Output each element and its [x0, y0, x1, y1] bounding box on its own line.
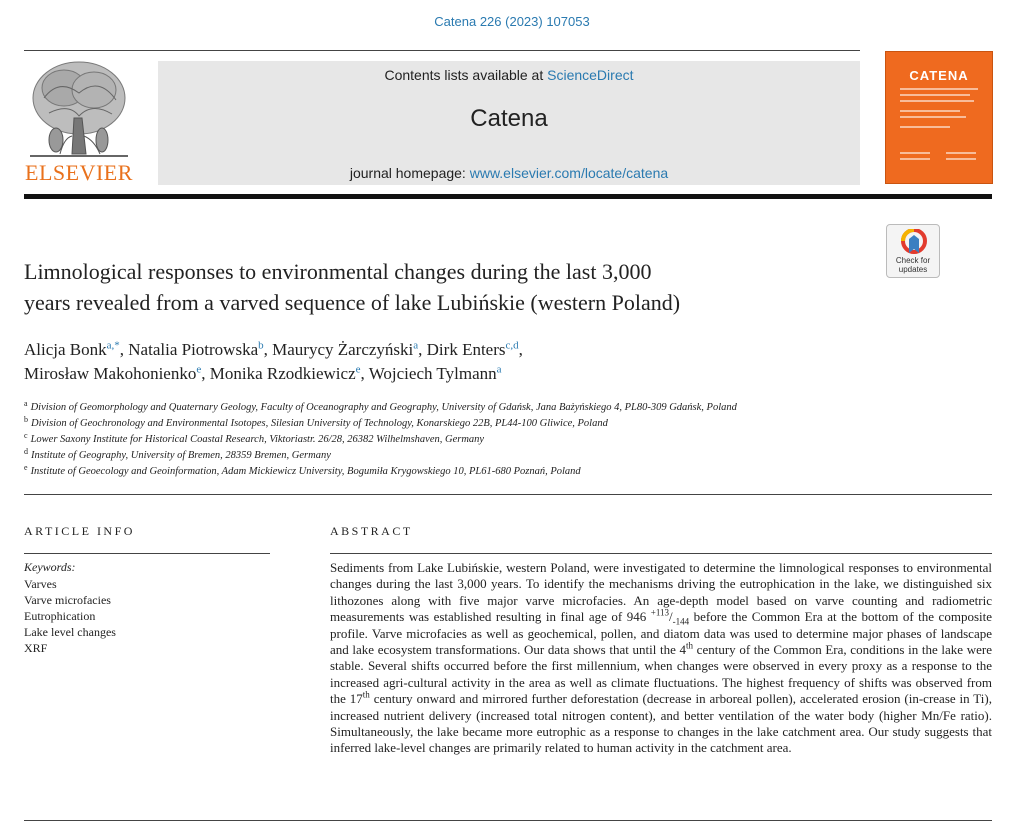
journal-citation[interactable]: Catena 226 (2023) 107053 — [434, 14, 590, 29]
cover-text-line — [900, 94, 970, 96]
footer-divider — [24, 820, 992, 821]
cover-text-line — [946, 158, 976, 160]
affiliation-item — [24, 416, 924, 432]
journal-header-box — [158, 61, 860, 185]
cover-text-line — [900, 110, 960, 112]
title-line-2: years revealed from a varved sequence of lake Lubińskie (western Poland) — [24, 290, 681, 315]
author-affiliation-mark[interactable]: e — [355, 363, 361, 376]
homepage-link[interactable]: www.elsevier.com/locate/catena — [469, 165, 669, 181]
author-affiliation-mark[interactable]: a,* — [106, 339, 120, 352]
author-list — [24, 338, 884, 386]
abstract-part-3: century of the Common Era, conditions in the lake were stable. Several shifts occurred before the first millennium, when changes were observed in every proxy as a response to the increased agri-cultural activity in the area as well as climate fluctuations. The highest frequency of shifts was observed from the 17 — [330, 642, 992, 707]
age-minus-error: -144 — [672, 616, 690, 627]
keywords-list — [24, 576, 116, 656]
contents-prefix: Contents lists available at — [384, 67, 548, 83]
keyword-item: Eutrophication — [24, 609, 96, 623]
affiliation-mark: e — [24, 462, 28, 472]
cover-text-line — [946, 152, 976, 154]
author-affiliation-mark[interactable]: b — [258, 339, 264, 352]
author-name[interactable]: Alicja Bonk — [24, 340, 107, 359]
affiliation-list — [24, 400, 924, 480]
header-thick-divider — [24, 194, 992, 199]
abstract-part-1: Sediments from Lake Lubińskie, western Poland, were investigated to determine the limnological responses to environmental changes during the last 3,000 years. To identify the mechanisms driving the eutrophication in the lake, we distinguished six lithozones along with five major varve microfacies. An age-depth model based on varve counting and radiometric measurements was established resulting in final age of 946 — [330, 560, 992, 625]
author-affiliation-mark[interactable]: a — [413, 339, 419, 352]
abstract-text — [330, 560, 992, 757]
affiliation-text: Institute of Geography, University of Bremen, 28359 Bremen, Germany — [31, 450, 331, 461]
keywords-label: Keywords: — [24, 560, 76, 574]
homepage-prefix: journal homepage: — [349, 165, 470, 181]
keyword-item: XRF — [24, 641, 48, 655]
affiliation-mark: a — [24, 398, 28, 408]
check-label-line2: updates — [898, 265, 928, 274]
check-for-updates-button[interactable] — [886, 224, 940, 278]
affiliation-mark: d — [24, 446, 28, 456]
elsevier-tree-icon — [24, 58, 134, 160]
abstract-heading: ABSTRACT — [330, 524, 413, 538]
cover-text-line — [900, 88, 978, 90]
contents-availability — [158, 67, 860, 83]
abstract-part-2: before the Common Era at the bottom of the composite profile. Varve microfacies as well as geochemical, pollen, and diatom data was used to determine major phases of landscape and lake ecosystem transformations. Our data shows that until the 4 — [330, 609, 992, 658]
cover-text-line — [900, 116, 966, 118]
journal-cover-thumbnail[interactable] — [885, 51, 993, 184]
affiliation-mark: c — [24, 430, 28, 440]
author-affiliation-mark[interactable]: a — [496, 363, 502, 376]
author-separator: , — [201, 364, 210, 383]
author-separator: , — [518, 340, 523, 359]
article-title — [24, 256, 864, 318]
cover-text-line — [900, 126, 950, 128]
author-name[interactable]: Monika Rzodkiewicz — [209, 364, 356, 383]
ordinal-suffix: th — [362, 689, 370, 700]
author-name[interactable]: Dirk Enters — [426, 340, 506, 359]
author-name[interactable]: Mirosław Makohonienko — [24, 364, 197, 383]
author-name[interactable]: Maurycy Żarczyński — [272, 340, 414, 359]
affiliation-item — [24, 448, 924, 464]
cover-text-line — [900, 158, 930, 160]
author-affiliation-mark[interactable]: c,d — [505, 339, 519, 352]
abstract-divider — [330, 553, 992, 554]
elsevier-wordmark: ELSEVIER — [25, 160, 133, 185]
cover-text-line — [900, 100, 974, 102]
age-plus-error: +113 — [650, 607, 669, 618]
check-label-line1: Check for — [895, 256, 931, 265]
affiliation-text: Lower Saxony Institute for Historical Coastal Research, Viktoriastr. 26/28, 26382 Wilhelmshaven, Germany — [30, 434, 485, 445]
author-separator: , — [119, 340, 129, 359]
sciencedirect-link[interactable]: ScienceDirect — [547, 67, 634, 83]
keyword-item: Lake level changes — [24, 625, 116, 639]
author-name[interactable]: Wojciech Tylmann — [368, 364, 497, 383]
elsevier-logo[interactable] — [24, 58, 134, 186]
keyword-item: Varve microfacies — [24, 593, 111, 607]
affiliation-item — [24, 432, 924, 448]
affiliation-text: Institute of Geoecology and Geoinformation, Adam Mickiewicz University, Bogumiła Krygowskiego 10, PL61-680 Poznań, Poland — [30, 466, 581, 477]
title-line-1: Limnological responses to environmental changes during the last 3,000 — [24, 259, 652, 284]
affiliation-item — [24, 400, 924, 416]
abstract-part-4: century onward and mirrored further deforestation (decrease in arboreal pollen), accelerated erosion (in-crease in Ti), increased nutrient delivery (increased total nitrogen content), and better ventilation of the water body (higher Mn/Fe ratio). Simultaneously, the lake became more eutrophic as a response to changes in the lake catchment area. Our study suggests that inferred lake-level changes are primarily related to human activity in the catchment area. — [330, 691, 992, 756]
author-affiliation-mark[interactable]: e — [196, 363, 202, 376]
journal-name: Catena — [470, 105, 548, 132]
check-for-updates-label — [887, 256, 939, 274]
affiliation-text: Division of Geomorphology and Quaternary Geology, Faculty of Oceanography and Geography, University of Gdańsk, Jana Bażyńskiego 4, PL80-309 Gdańsk, Poland — [30, 402, 737, 413]
affiliation-item — [24, 464, 924, 480]
section-divider — [24, 494, 992, 495]
header-divider — [24, 50, 860, 51]
author-name[interactable]: Natalia Piotrowska — [128, 340, 259, 359]
article-info-heading: ARTICLE INFO — [24, 524, 135, 538]
affiliation-mark: b — [24, 414, 28, 424]
author-separator: , — [263, 340, 273, 359]
age-error-slash: / — [669, 609, 673, 625]
keyword-item: Varves — [24, 577, 57, 591]
cover-title: CATENA — [909, 68, 969, 83]
journal-homepage — [158, 165, 860, 181]
author-separator: , — [418, 340, 427, 359]
crossmark-icon — [900, 229, 928, 255]
article-info-divider — [24, 553, 270, 554]
cover-text-line — [900, 152, 930, 154]
affiliation-text: Division of Geochronology and Environmental Isotopes, Silesian University of Technology, Konarskiego 22B, PL44-100 Gliwice, Poland — [31, 418, 608, 429]
ordinal-suffix: th — [686, 640, 694, 651]
author-separator: , — [360, 364, 369, 383]
